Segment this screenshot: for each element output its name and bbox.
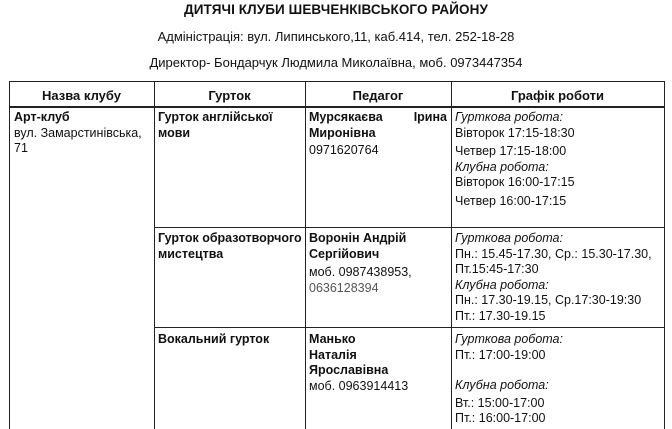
schedule-label: Гурткова робота: [455, 110, 563, 124]
schedule-label: Клубна робота: [455, 159, 549, 174]
circle-name-line: Гурток образотворчого [158, 231, 302, 245]
schedule-line: Четвер 16:00-17:15 [455, 193, 567, 208]
column-header-teacher: Педагог [352, 88, 404, 103]
grid-line [154, 81, 155, 429]
column-header-circle: Гурток [208, 88, 251, 103]
schedule-line: Пт.: 16:00-17:00 [455, 411, 546, 425]
grid-line [9, 106, 664, 108]
circle-cell [158, 110, 303, 141]
schedule-cell [455, 110, 662, 209]
schedule-label: Гурткова робота: [455, 231, 563, 245]
circle-name-line: мови [158, 125, 191, 140]
grid-line [451, 81, 452, 429]
grid-line [9, 81, 664, 82]
schedule-line: Вівторок 17:15-18:30 [455, 125, 575, 140]
teacher-phone: моб. 0987438953, [309, 265, 412, 279]
director-info: Директор- Бондарчук Людмила Миколаївна, моб. 0973447354 [149, 55, 523, 70]
schedule-line: Вівторок 16:00-17:15 [455, 175, 575, 189]
schedule-label: Клубна робота: [455, 277, 549, 292]
schedule-line: Пн.: 17.30-19.15, Ср.17:30-19:30 [455, 293, 642, 307]
page-title: ДИТЯЧІ КЛУБИ ШЕВЧЕНКІВСЬКОГО РАЙОНУ [184, 2, 488, 17]
circle-cell [158, 231, 303, 262]
teacher-name-line: Сергійович [309, 246, 380, 261]
circle-name-line: Гурток англійської [158, 110, 273, 124]
teacher-name-line: Наталія [309, 347, 357, 362]
grid-line [154, 227, 664, 228]
teacher-name-line [309, 110, 447, 126]
grid-line [305, 81, 306, 429]
schedule-line: Пт.15:45-17:30 [455, 262, 539, 276]
circle-name-line: Вокальний гурток [158, 332, 270, 346]
teacher-cell [309, 332, 447, 394]
schedule-label: Гурткова робота: [455, 332, 563, 346]
grid-line [9, 81, 10, 429]
schedule-line: Пт.: 17:00-19:00 [455, 347, 546, 362]
teacher-surname: Мурсякаєва [309, 110, 383, 124]
column-header-schedule: Графік роботи [510, 88, 605, 103]
teacher-phone: 0636128394 [309, 280, 379, 295]
teacher-phone: моб. 0963914413 [309, 378, 409, 393]
schedule-cell [455, 231, 662, 324]
teacher-name-line: Манько [309, 332, 356, 346]
teacher-cell [309, 231, 447, 296]
grid-line [664, 81, 665, 429]
teacher-firstname: Ірина [413, 110, 447, 124]
circle-cell [158, 332, 303, 348]
club-name: Арт-клуб [14, 110, 70, 124]
schedule-line: Вт.: 15:00-17:00 [455, 395, 545, 410]
administration-info: Адміністрація: вул. Липинського,11, каб.414, тел. 252-18-28 [157, 29, 515, 44]
teacher-name-line: Воронін Андрій [309, 231, 407, 245]
grid-line [154, 327, 664, 328]
circle-name-line: мистецтва [158, 246, 224, 261]
club-cell [14, 110, 152, 157]
column-header-club: Назва клубу [42, 88, 121, 103]
schedule-line: Пн.: 15.45-17.30, Ср.: 15.30-17.30, [455, 246, 652, 261]
teacher-phone: 0971620764 [309, 143, 379, 157]
teacher-name-line: Ярославівна [309, 363, 389, 377]
schedule-label: Клубна робота: [455, 378, 549, 392]
schedule-line: Пт.: 17.30-19.15 [455, 308, 546, 323]
teacher-name-line: Миронівна [309, 125, 376, 140]
schedule-line: Четвер 17:15-18:00 [455, 144, 567, 158]
clubs-table [9, 81, 664, 429]
teacher-cell [309, 110, 447, 159]
schedule-cell [455, 332, 662, 427]
club-address-line: вул. Замарстинівська, [14, 125, 142, 140]
club-address-line: 71 [14, 141, 28, 155]
